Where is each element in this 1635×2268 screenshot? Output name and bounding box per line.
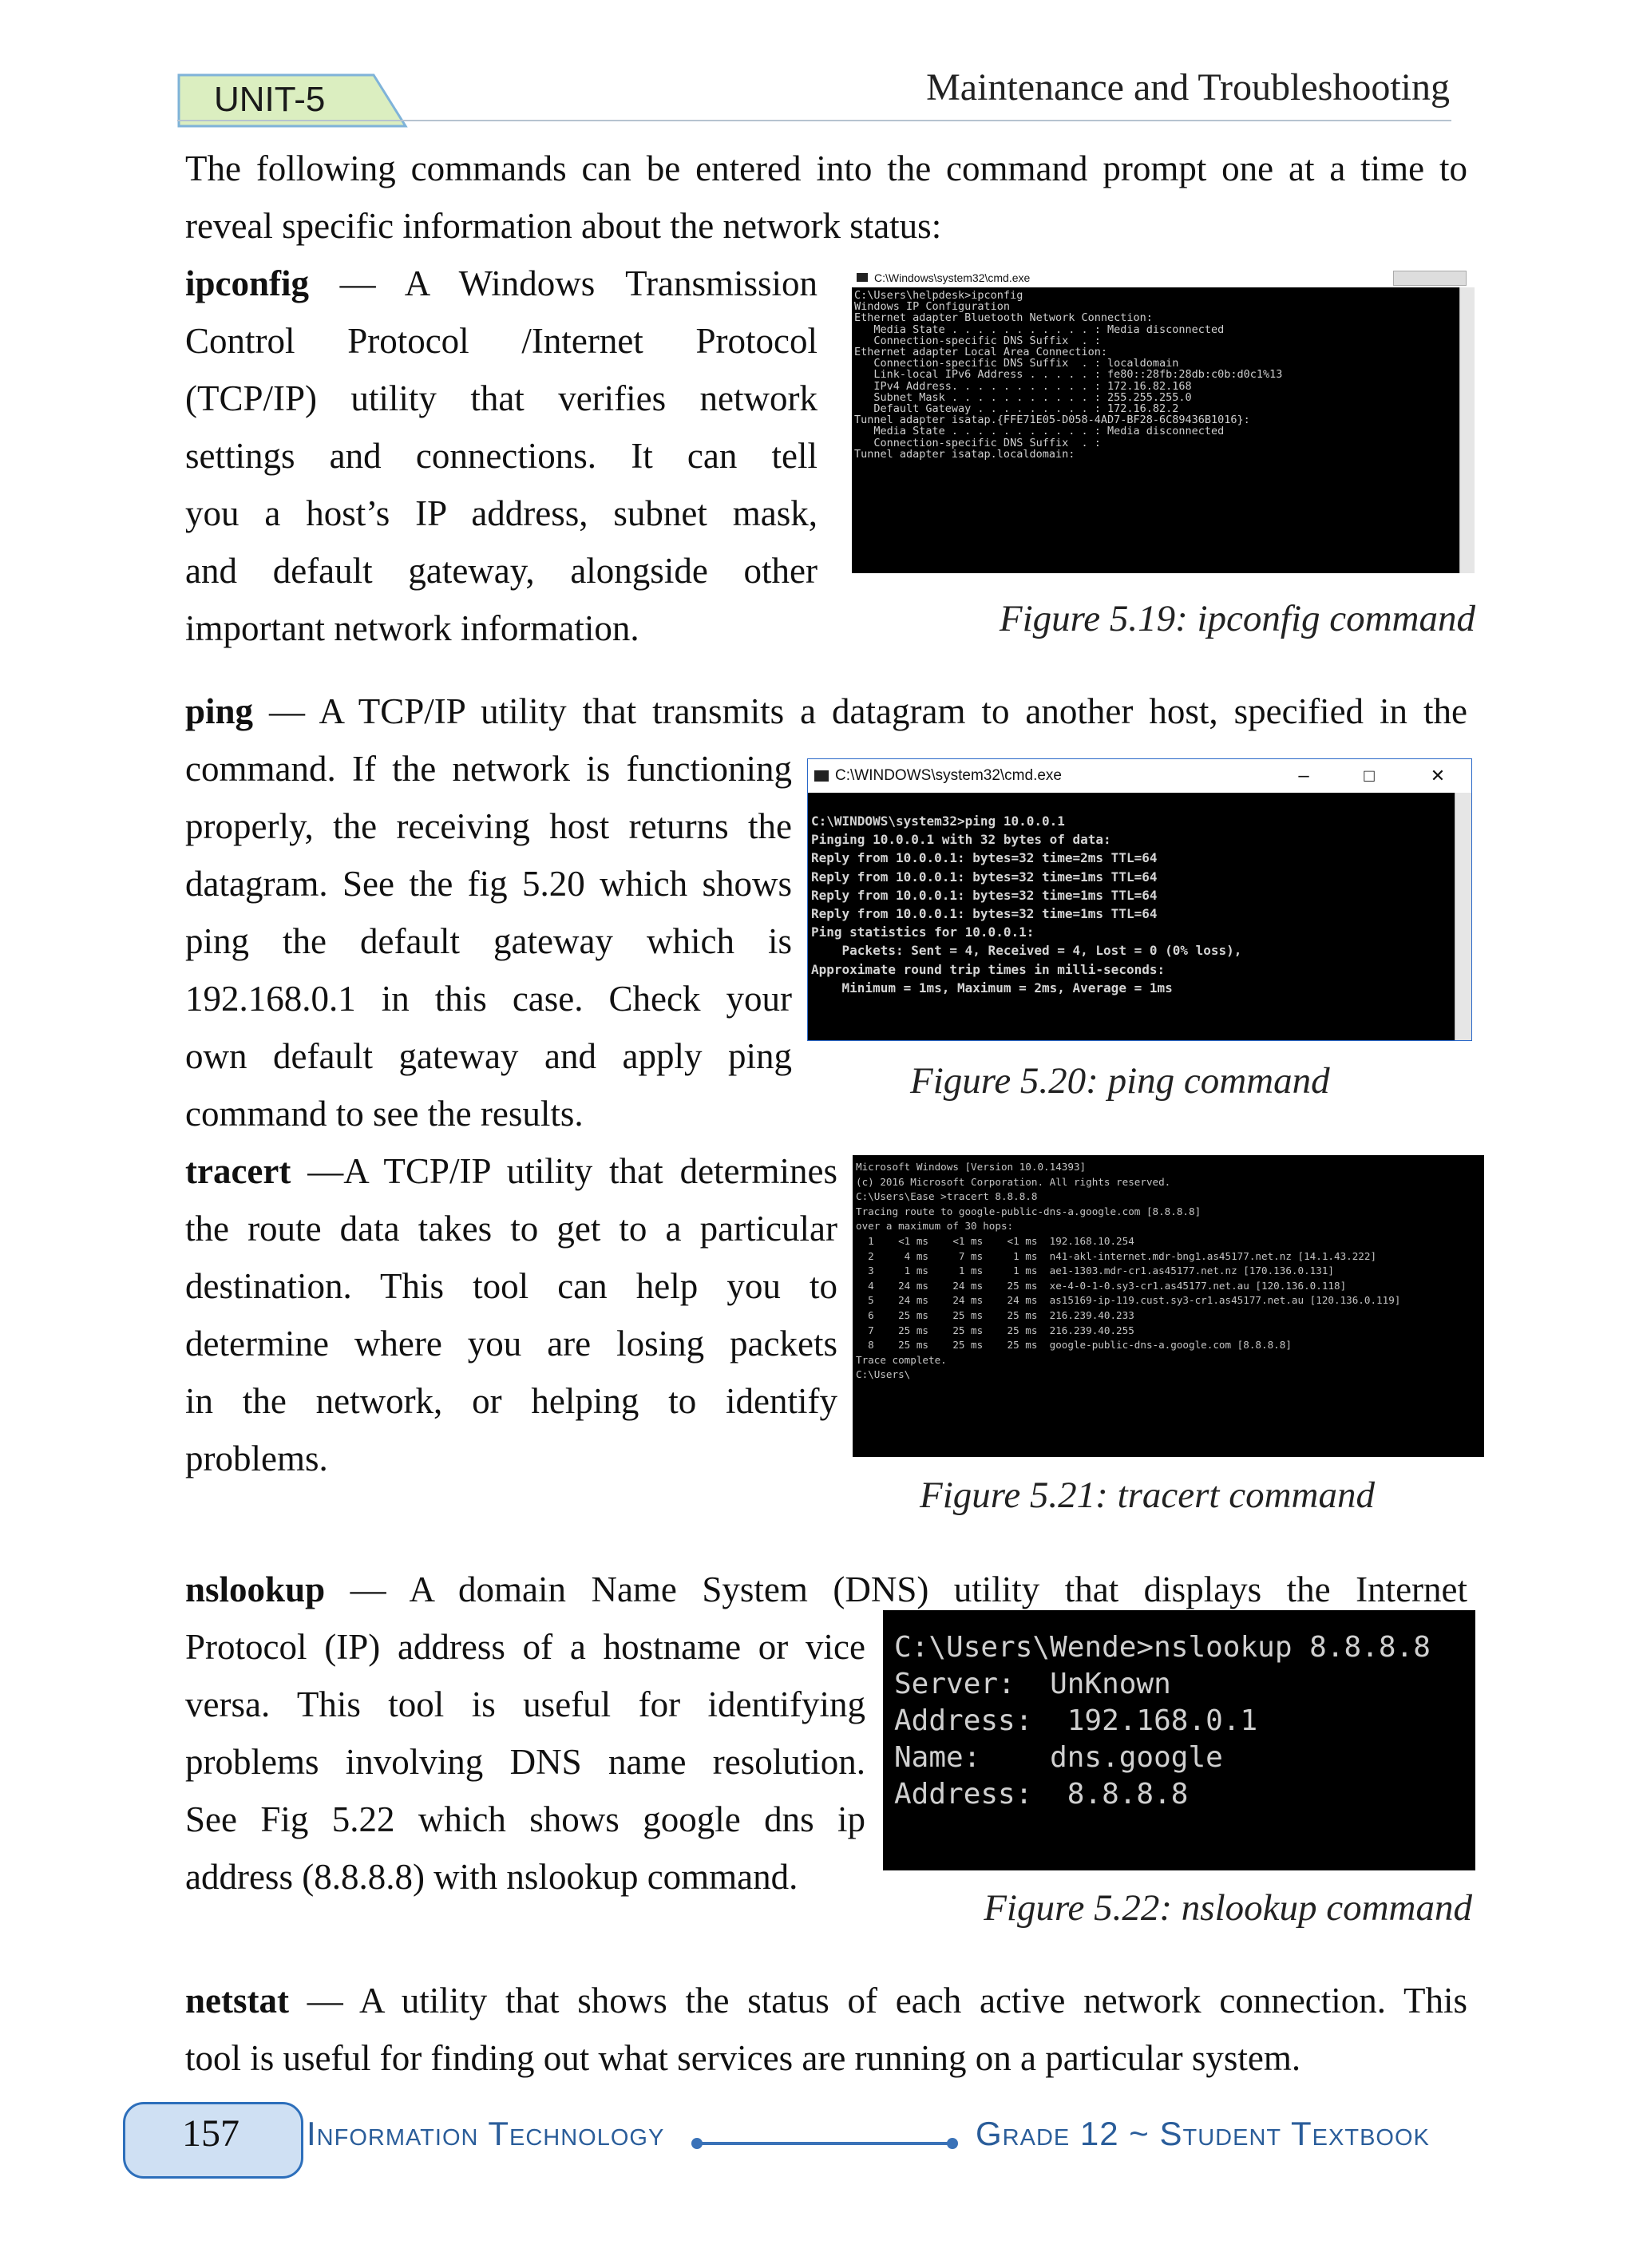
console-line: 7 25 ms 25 ms 25 ms 216.239.40.255 [856, 1324, 1134, 1336]
figure-5-22-caption: Figure 5.22: nslookup command [984, 1887, 1472, 1929]
console-line: Pinging 10.0.0.1 with 32 bytes of data: [811, 832, 1111, 848]
console-line: Connection-specific DNS Suffix . : [854, 334, 1101, 347]
console-line: 1 <1 ms <1 ms <1 ms 192.168.10.254 [856, 1234, 1134, 1247]
nslookup-screenshot [883, 1610, 1475, 1870]
console-line: Windows IP Configuration [854, 300, 1011, 314]
figure-5-21-caption: Figure 5.21: tracert command [920, 1474, 1375, 1516]
console-line: Server: UnKnown [894, 1668, 1171, 1700]
console-line: 6 25 ms 25 ms 25 ms 216.239.40.233 [856, 1308, 1134, 1321]
ping-line: datagram. See the fig 5.20 which shows [185, 864, 792, 904]
console-line: over a maximum of 30 hops: [856, 1220, 1014, 1233]
tracert-line: the route data takes to get to a particular [185, 1209, 837, 1249]
console-line: Tracing route to google-public-dns-a.google.com [8.8.8.8] [856, 1205, 1202, 1217]
ipconfig-line: you a host’s IP address, subnet mask, [185, 493, 818, 533]
console-line: 3 1 ms 1 ms 1 ms ae1-1303.mdr-cr1.as45177.net.nz [170.136.0.131] [856, 1265, 1334, 1277]
console-line: Connection-specific DNS Suffix . : [854, 436, 1101, 449]
close-button[interactable]: ✕ [1430, 766, 1446, 786]
console-line: Ethernet adapter Local Area Connection: [854, 346, 1107, 359]
intro-line: The following commands can be entered into the command prompt one at a time to [185, 148, 1467, 188]
netstat-paragraph [185, 1972, 1467, 2087]
ipconfig-scrollbar[interactable] [1459, 287, 1475, 573]
console-line: C:\Users\helpdesk>ipconfig [854, 289, 1023, 302]
console-line: Microsoft Windows [Version 10.0.14393] [856, 1161, 1087, 1173]
cmd-icon [814, 770, 829, 782]
ipconfig-paragraph [185, 255, 818, 657]
nslookup-line: problems involving DNS name resolution. [185, 1742, 865, 1782]
ipconfig-line: and default gateway, alongside other [185, 551, 818, 591]
ipconfig-first-line [185, 255, 818, 312]
nslookup-line: Protocol (IP) address of a hostname or vice [185, 1627, 865, 1667]
ipconfig-line: (TCP/IP) utility that verifies network [185, 378, 818, 418]
console-line: Connection-specific DNS Suffix . : localdomain [854, 357, 1179, 370]
console-line: C:\Users\Ease >tracert 8.8.8.8 [856, 1190, 1038, 1203]
tracert-paragraph [185, 1142, 837, 1487]
ipconfig-window-titlebar [852, 268, 1475, 287]
cmd-icon [857, 273, 868, 282]
ping-line: own default gateway and apply ping [185, 1036, 792, 1076]
console-line: C:\WINDOWS\system32>ping 10.0.0.1 [811, 813, 1065, 829]
ping-line: properly, the receiving host returns the [185, 806, 792, 846]
ipconfig-window-title: C:\Windows\system32\cmd.exe [874, 271, 1031, 284]
ping-console [811, 812, 1241, 997]
ipconfig-console [854, 290, 1282, 460]
intro-paragraph [185, 140, 1467, 255]
ipconfig-line: settings and connections. It can tell [185, 436, 818, 476]
footer-dot-right [947, 2138, 958, 2149]
window-controls[interactable] [1393, 271, 1467, 286]
ping-window-title: C:\WINDOWS\system32\cmd.exe [835, 767, 1062, 784]
ipconfig-screenshot [852, 268, 1475, 573]
console-line: Trace complete. [856, 1353, 947, 1366]
figure-5-20-caption: Figure 5.20: ping command [910, 1060, 1330, 1102]
ping-window-titlebar [808, 759, 1471, 793]
page-number: 157 [182, 2112, 240, 2155]
console-line: (c) 2016 Microsoft Corporation. All rights reserved. [856, 1175, 1171, 1188]
ping-first-line [185, 683, 1467, 740]
tracert-term: tracert [185, 1151, 291, 1191]
console-line: Reply from 10.0.0.1: bytes=32 time=1ms TTL=64 [811, 906, 1158, 922]
nslookup-line: See Fig 5.22 which shows google dns ip [185, 1799, 865, 1839]
figure-5-19-caption: Figure 5.19: ipconfig command [999, 598, 1475, 639]
tracert-line: in the network, or helping to identify [185, 1381, 837, 1421]
netstat-first-line-text: — A utility that shows the status of each active network connection. This [288, 1981, 1467, 2021]
footer-rule [700, 2142, 952, 2145]
console-line: IPv4 Address. . . . . . . . . . . : 172.16.82.168 [854, 379, 1192, 393]
ping-line: command to see the results. [185, 1094, 584, 1134]
netstat-term: netstat [185, 1981, 289, 2021]
console-line: Link-local IPv6 Address . . . . . : fe80::28fb:28db:c0b:d0c1%13 [854, 368, 1283, 382]
ping-scrollbar[interactable] [1455, 793, 1471, 1040]
console-line: Approximate round trip times in milli-seconds: [811, 961, 1166, 977]
nslookup-line: versa. This tool is useful for identifying [185, 1684, 865, 1724]
console-line: Tunnel adapter isatap.localdomain: [854, 447, 1075, 461]
footer-grade: Grade 12 ~ Student Textbook [976, 2115, 1430, 2152]
unit-label: UNIT-5 [214, 80, 326, 119]
console-line: Subnet Mask . . . . . . . . . . . : 255.255.255.0 [854, 390, 1192, 404]
nslookup-paragraph [185, 1618, 865, 1906]
console-line: Tunnel adapter isatap.{FFE71E05-D058-4AD7-BF28-6C89436B1016}: [854, 414, 1250, 427]
footer-subject: Information Technology [307, 2115, 665, 2152]
tracert-screenshot [853, 1155, 1484, 1457]
console-line: Media State . . . . . . . . . . . : Media disconnected [854, 323, 1225, 336]
ipconfig-line: Control Protocol /Internet Protocol [185, 321, 818, 361]
console-line: Ethernet adapter Bluetooth Network Connection: [854, 311, 1153, 325]
tracert-console [856, 1160, 1400, 1383]
header-rule [177, 120, 1451, 121]
ping-first-line-text: — A TCP/IP utility that transmits a datagram to another host, specified in the [253, 691, 1467, 731]
ipconfig-line: important network information. [185, 608, 639, 648]
console-line: Reply from 10.0.0.1: bytes=32 time=1ms TTL=64 [811, 887, 1158, 903]
console-line: Packets: Sent = 4, Received = 4, Lost = 0 (0% loss), [811, 943, 1242, 959]
tracert-line: problems. [185, 1439, 328, 1478]
tracert-line: destination. This tool can help you to [185, 1266, 837, 1306]
intro-line: reveal specific information about the network status: [185, 206, 942, 246]
tracert-line: determine where you are losing packets [185, 1324, 837, 1364]
ping-line: 192.168.0.1 in this case. Check your [185, 979, 792, 1019]
ipconfig-line: — A Windows Transmission [309, 263, 818, 303]
console-line: Media State . . . . . . . . . . . : Media disconnected [854, 425, 1225, 438]
ping-screenshot [807, 758, 1472, 1041]
console-line: 8 25 ms 25 ms 25 ms google-public-dns-a.google.com [8.8.8.8] [856, 1339, 1292, 1352]
console-line: Name: dns.google [894, 1741, 1223, 1774]
nslookup-line: address (8.8.8.8) with nslookup command. [185, 1857, 798, 1897]
ping-first-line-block [185, 683, 1467, 740]
console-line: 5 24 ms 24 ms 24 ms as15169-ip-119.cust.sy3-cr1.as45177.net.au [120.136.0.119] [856, 1294, 1401, 1307]
ping-paragraph [185, 740, 792, 1142]
netstat-first-line [185, 1972, 1467, 2029]
ping-line: command. If the network is functioning [185, 749, 792, 789]
console-line: 2 4 ms 7 ms 1 ms n41-akl-internet.mdr-bng1.as45177.net.nz [14.1.43.222] [856, 1249, 1377, 1262]
console-line: Ping statistics for 10.0.0.1: [811, 924, 1035, 940]
maximize-button[interactable]: □ [1364, 766, 1375, 786]
nslookup-console [894, 1629, 1431, 1813]
tracert-line: —A TCP/IP utility that determines [291, 1151, 837, 1191]
minimize-button[interactable]: – [1298, 765, 1309, 786]
console-line: Address: 8.8.8.8 [894, 1778, 1189, 1811]
console-line: Address: 192.168.0.1 [894, 1704, 1258, 1737]
ping-term: ping [185, 691, 254, 731]
console-line: Default Gateway . . . . . . . . . : 172.16.82.2 [854, 402, 1179, 416]
console-line: C:\Users\ [856, 1368, 911, 1381]
ipconfig-term: ipconfig [185, 263, 310, 303]
ping-line: ping the default gateway which is [185, 921, 792, 961]
tracert-first-line [185, 1142, 837, 1200]
nslookup-first-line-text: — A domain Name System (DNS) utility that displays the Internet [325, 1569, 1467, 1609]
netstat-line: tool is useful for finding out what services are running on a particular system. [185, 2038, 1301, 2078]
section-title: Maintenance and Troubleshooting [926, 66, 1450, 109]
console-line: C:\Users\Wende>nslookup 8.8.8.8 [894, 1631, 1431, 1664]
console-line: Minimum = 1ms, Maximum = 2ms, Average = 1ms [811, 980, 1173, 995]
console-line: Reply from 10.0.0.1: bytes=32 time=1ms TTL=64 [811, 869, 1158, 885]
console-line: Reply from 10.0.0.1: bytes=32 time=2ms TTL=64 [811, 850, 1158, 866]
nslookup-term: nslookup [185, 1569, 326, 1609]
console-line: 4 24 ms 24 ms 25 ms xe-4-0-1-0.sy3-cr1.as45177.net.au [120.136.0.118] [856, 1279, 1347, 1292]
